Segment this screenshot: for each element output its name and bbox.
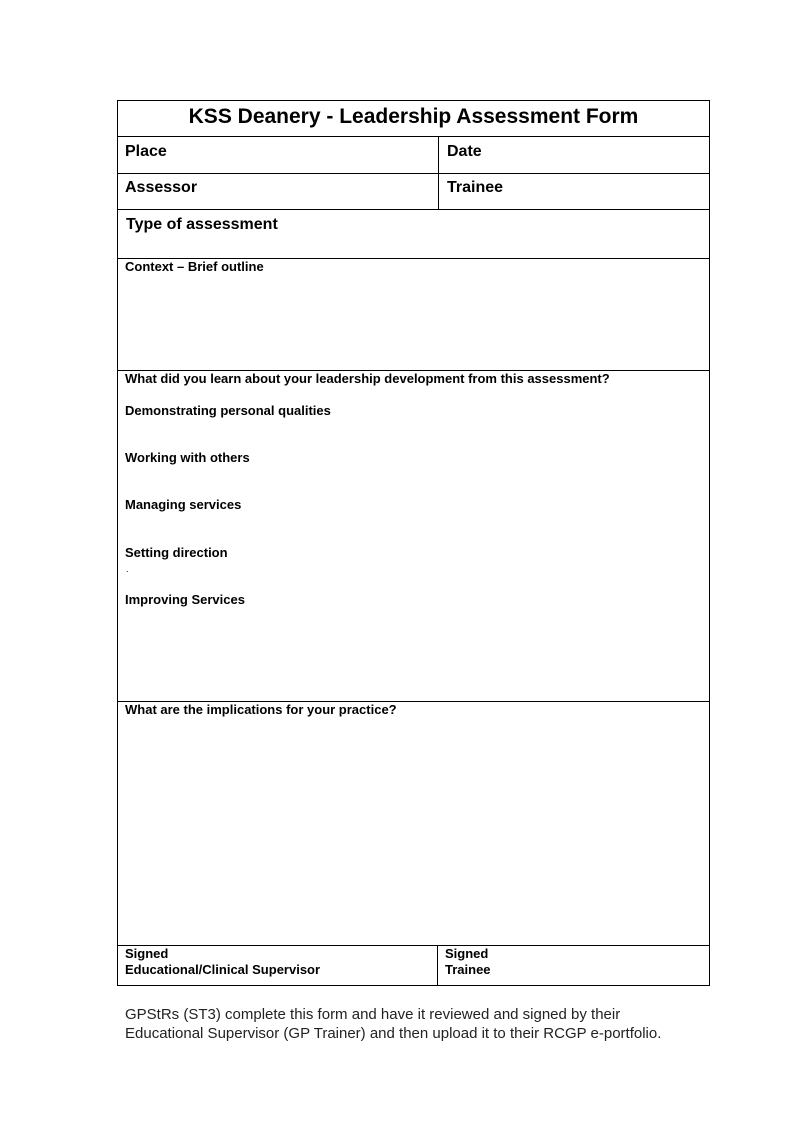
trainee-signed-text: Signed xyxy=(445,946,489,961)
supervisor-role-text: Educational/Clinical Supervisor xyxy=(125,962,321,977)
trainee-role-text: Trainee xyxy=(445,962,491,977)
domain-working-with-others: Working with others xyxy=(125,450,250,465)
form-title-row xyxy=(118,101,709,137)
leadership-assessment-form xyxy=(117,100,710,986)
learning-row[interactable] xyxy=(118,371,709,702)
learning-question: What did you learn about your leadership development from this assessment? xyxy=(125,371,610,386)
domain-improving-services: Improving Services xyxy=(125,592,245,607)
date-cell[interactable] xyxy=(439,137,709,173)
signature-row xyxy=(118,946,709,985)
place-date-row xyxy=(118,137,709,174)
assessor-label: Assessor xyxy=(125,179,198,196)
type-of-assessment-label: Type of assessment xyxy=(126,216,278,233)
footer-note: GPStRs (ST3) complete this form and have it reviewed and signed by their Educational Supervisor (GP Trainer) and then upload it to their RCGP e-portfolio. xyxy=(125,1006,662,1042)
domain-personal-qualities: Demonstrating personal qualities xyxy=(125,403,331,418)
trainee-signature-label xyxy=(445,946,491,978)
context-label: Context – Brief outline xyxy=(125,259,264,274)
form-title: KSS Deanery - Leadership Assessment Form xyxy=(188,105,639,128)
implications-question: What are the implications for your practice? xyxy=(125,702,397,717)
date-label: Date xyxy=(447,143,482,160)
trainee-label: Trainee xyxy=(447,179,504,196)
trainee-cell[interactable] xyxy=(439,174,709,209)
implications-row[interactable] xyxy=(118,702,709,946)
assessor-trainee-row xyxy=(118,174,709,210)
context-row[interactable] xyxy=(118,259,709,371)
assessor-cell[interactable] xyxy=(118,174,439,209)
domain-setting-direction: Setting direction xyxy=(125,545,228,560)
type-of-assessment-row[interactable] xyxy=(118,210,709,259)
supervisor-signature-cell[interactable] xyxy=(118,946,438,985)
stray-mark: . xyxy=(126,564,129,574)
supervisor-signature-label xyxy=(125,946,320,978)
place-label: Place xyxy=(125,143,167,160)
trainee-signature-cell[interactable] xyxy=(438,946,709,985)
supervisor-signed-text: Signed xyxy=(125,946,169,961)
domain-managing-services: Managing services xyxy=(125,497,242,512)
place-cell[interactable] xyxy=(118,137,439,173)
